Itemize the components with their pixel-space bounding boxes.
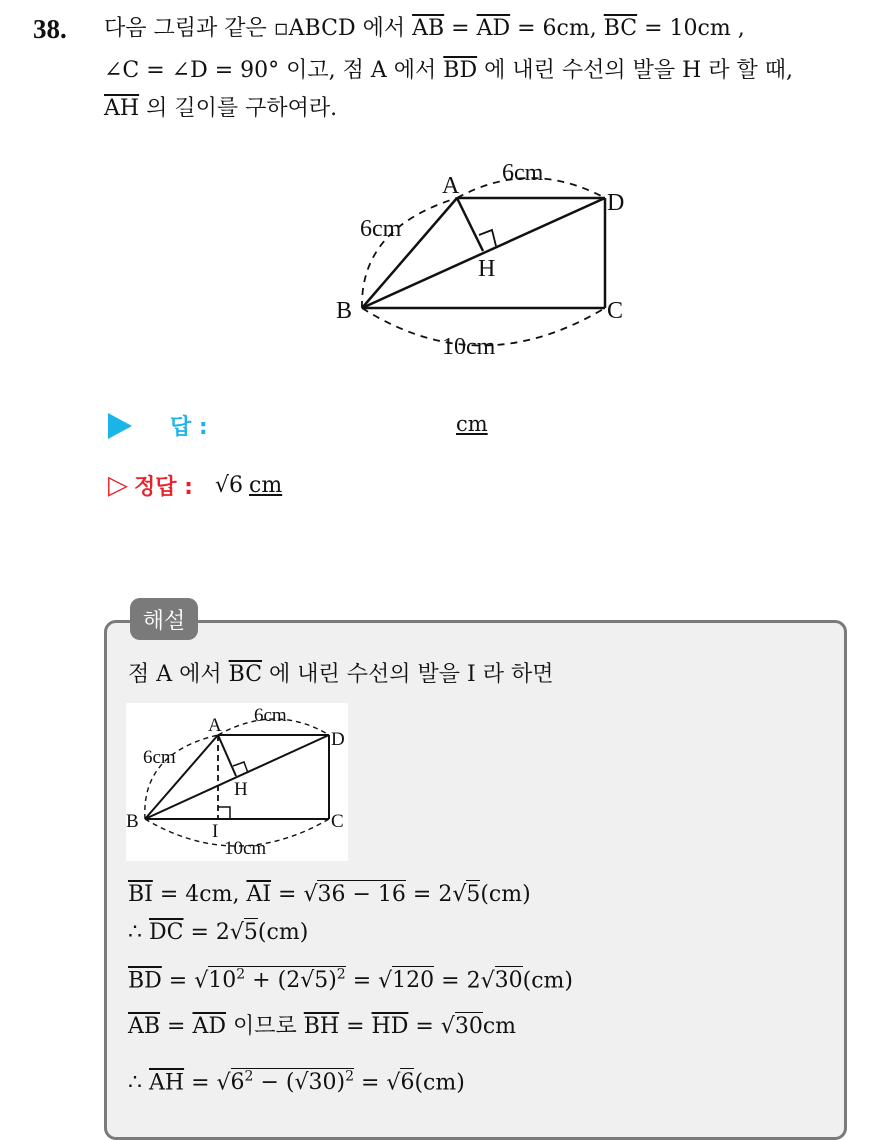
solution-figure	[126, 703, 348, 861]
trapezoid-figure	[330, 158, 640, 363]
sol-vertex-b: B	[126, 811, 139, 832]
label-left-length: 6cm	[360, 216, 402, 242]
outline-triangle-icon: ▷	[108, 470, 128, 501]
sol-label-top-length: 6cm	[254, 705, 287, 726]
answer-row	[108, 410, 208, 441]
sol-point-i: I	[212, 821, 219, 842]
correct-value: √6	[214, 473, 243, 498]
point-h: H	[478, 256, 496, 282]
solution-intro: 점 A 에서 $\overline{BC}$ 에 내린 수선의 발을 I 라 하면	[128, 662, 554, 687]
sol-vertex-c: C	[331, 811, 344, 832]
correct-label: 정답 :	[134, 475, 193, 500]
answer-label: 답 :	[170, 415, 208, 440]
vertex-d: D	[607, 190, 625, 216]
correct-answer-row	[108, 470, 282, 501]
solution-line-1: $\overline{BI} = 4cm$, $\overline{AI} = √36 - 16 = 2√5(cm)$	[128, 882, 531, 907]
solution-line-2: ∴ $\overline{DC} = 2√5(cm)$	[128, 920, 309, 945]
sol-vertex-a: A	[208, 715, 222, 736]
solution-line-3: $\overline{BD} = √10^2 + (2√5)^2 = √120 = 2√30(cm)$	[128, 967, 573, 994]
problem-number: 38.	[33, 14, 67, 44]
play-triangle-icon	[108, 413, 132, 439]
vertex-b: B	[336, 298, 353, 324]
label-bottom-length: 10cm	[442, 334, 496, 360]
sol-label-left-length: 6cm	[143, 747, 176, 768]
problem-line-3: $\overline{AH}$ 의 길이를 구하여라.	[104, 96, 338, 121]
vertex-c: C	[607, 298, 624, 324]
sol-label-bottom-length: 10cm	[224, 838, 267, 859]
correct-unit: cm	[249, 472, 283, 498]
problem-line-2: ∠C = ∠D = 90° 이고, 점 A 에서 $\overline{BD}$ 에 내린 수선의 발을 H 라 할 때,	[104, 58, 793, 83]
sol-vertex-d: D	[331, 729, 345, 750]
solution-line-5: ∴ $\overline{AH} = √6^2 - (√30)^2 = √6(cm)$	[128, 1069, 465, 1096]
solution-tag: 해설	[130, 598, 198, 640]
solution-line-4: $\overline{AB} = \overline{AD}$ 이므로 $\overline{BH} = \overline{HD} = √30cm$	[128, 1014, 517, 1039]
problem-line-1: 다음 그림과 같은 ▫ABCD 에서 $\overline{AB} = \overline{AD} = 6cm$, $\overline{BC} = 10cm$ ,	[104, 16, 745, 41]
vertex-a: A	[442, 173, 460, 199]
sol-point-h: H	[234, 779, 248, 800]
label-top-length: 6cm	[502, 160, 544, 186]
answer-unit: cm	[456, 412, 488, 436]
